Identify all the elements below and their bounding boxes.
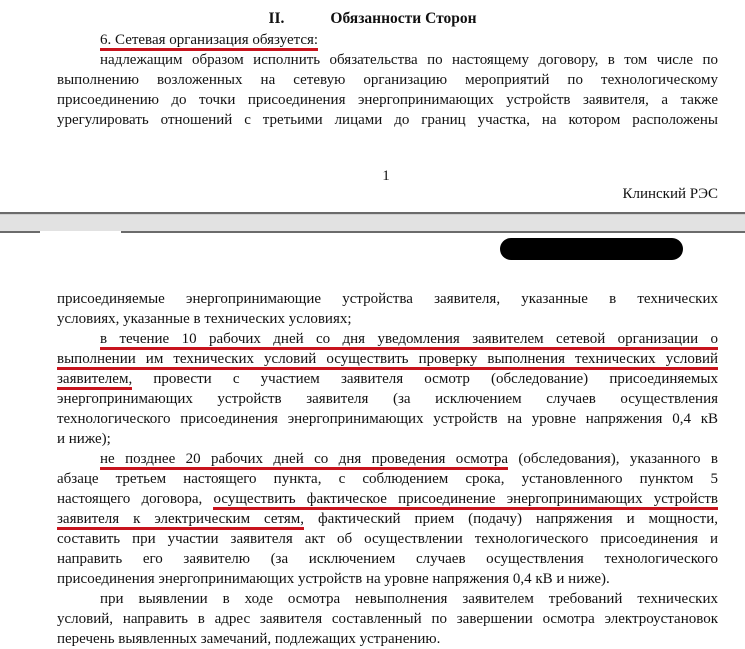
text-line [57, 289, 718, 309]
text-line [57, 309, 718, 329]
text-segment: направить его заявителю (за исключением случаев осуществления технологического [57, 551, 718, 567]
text-segment: (обследования), указанного в [507, 451, 718, 467]
text-line [57, 629, 718, 649]
text-line [57, 529, 718, 549]
page-footer: Клинский РЭС [622, 186, 718, 202]
text-line [57, 549, 718, 569]
text-line [57, 110, 718, 130]
text-line [57, 469, 718, 489]
text-segment: провести с участием заявителя осмотр (обследование) присоединяемых [132, 371, 718, 387]
text-line [57, 70, 718, 90]
text-segment: энергопринимающих устройств заявителя (за исключением случаев осуществления [57, 391, 718, 407]
text-line [57, 609, 718, 629]
text-segment: урегулировать отношений с третьими лицами до границ участка, на котором расположены [57, 112, 718, 128]
page-number: 1 [382, 168, 390, 184]
underlined-text: 6. Сетевая организация обязуется: [100, 32, 318, 51]
text-line [57, 30, 718, 50]
text-segment: технологического присоединения энергопринимающих устройств на уровне напряжения 0,4 кВ [57, 411, 718, 427]
text-line [57, 349, 718, 369]
text-segment: условий, направить в адрес заявителя составленный по завершении осмотра электроустановок [57, 611, 718, 627]
text-segment: при выявлении в ходе осмотра невыполнения заявителем требований технических [100, 591, 718, 607]
text-segment: присоединению до точки присоединения энергопринимающих устройств заявителя, а также [57, 92, 718, 108]
text-line [57, 429, 718, 449]
underlined-text: осуществить фактическое присоединение энергопринимающих устройств [213, 491, 718, 510]
text-segment: присоединяемые энергопринимающие устройства заявителя, указанные в технических [57, 291, 718, 307]
text-segment: выполнению возложенных на сетевую организацию мероприятий по технологическому [57, 72, 718, 88]
underlined-text: заявителя к электрическим сетям, [57, 511, 304, 530]
redaction-bar [500, 238, 683, 260]
text-line [57, 389, 718, 409]
section-number: II. [268, 10, 285, 27]
text-line [57, 329, 718, 349]
text-segment: фактический прием (подачу) напряжения и мощности, [304, 511, 718, 527]
page-break-gap [40, 231, 121, 233]
underlined-text: не позднее 20 рабочих дней со дня проведения осмотра [100, 451, 508, 470]
underlined-text: в течение 10 рабочих дней со дня уведомления заявителем сетевой организации о [100, 331, 718, 350]
text-line [57, 50, 718, 70]
text-line [57, 489, 718, 509]
text-segment: перечень выявленных замечаний, подлежащих устранению. [57, 631, 441, 647]
text-segment: составить при участии заявителя акт об осуществлении технологического присоединения и [57, 531, 718, 547]
text-segment: надлежащим образом исполнить обязательства по настоящему договору, в том числе по [100, 52, 718, 68]
text-line [57, 449, 718, 469]
page-1-text [57, 30, 718, 130]
text-line [57, 589, 718, 609]
section-heading [0, 10, 745, 28]
text-line [57, 409, 718, 429]
text-segment: присоединения энергопринимающих устройств на уровне напряжения 0,4 кВ и ниже). [57, 571, 610, 587]
text-line [57, 369, 718, 389]
text-segment: условиях, указанные в технических условиях; [57, 311, 352, 327]
text-segment: настоящего договора, [57, 491, 214, 507]
page-2-text [57, 289, 718, 649]
text-line [57, 509, 718, 529]
underlined-text: заявителем, [57, 371, 132, 390]
text-segment: абзаце третьем настоящего пункта, с соблюдением срока, установленного пунктом 5 [57, 471, 718, 487]
text-line [57, 569, 718, 589]
text-segment: и ниже); [57, 431, 111, 447]
underlined-text: выполнении им технических условий осуществить проверку выполнения технических условий [57, 351, 718, 370]
section-title: Обязанности Сторон [330, 10, 477, 27]
text-line [57, 90, 718, 110]
